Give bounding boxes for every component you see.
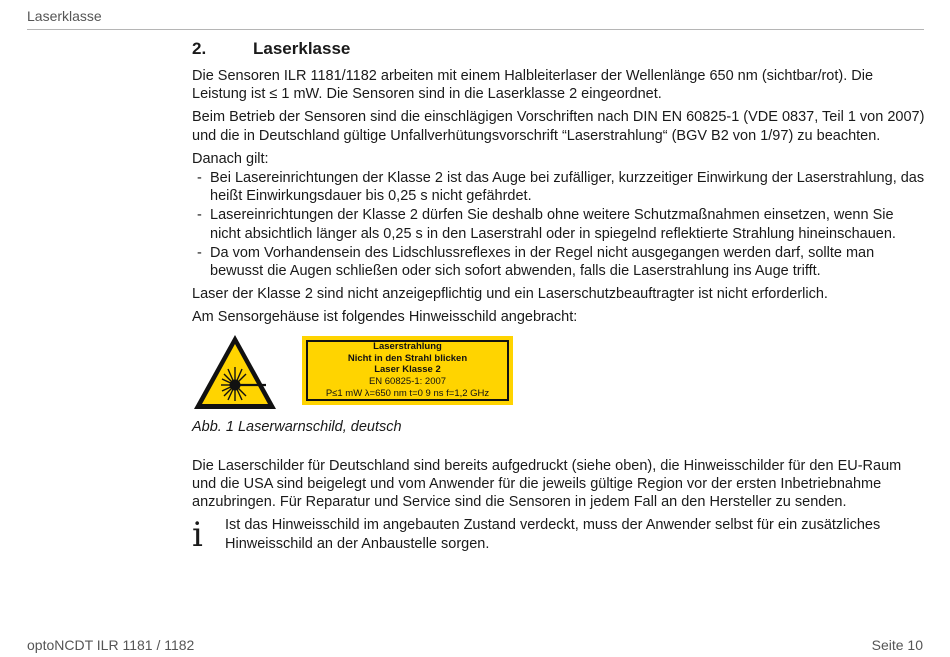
laser-class-label (302, 336, 513, 405)
info-icon: i (192, 515, 203, 556)
figure-caption: Abb. 1 Laserwarnschild, deutsch (192, 418, 402, 435)
section-title: Laserklasse (253, 39, 351, 58)
list-item: - Bei Lasereinrichtungen der Klasse 2 ist das Auge bei zufälliger, kurzzeitiger Einwirkung der Laserstrahlung, das heißt Einwirkungsdauer bis 0,25 s nicht gefährdet. (192, 169, 927, 205)
warning-sign-figure (192, 333, 927, 413)
paragraph-regulations: Beim Betrieb der Sensoren sind die einschlägigen Vorschriften nach DIN EN 60825-1 (VDE 0837, Teil 1 von 2007) und die in Deutschland gültige Unfallverhütungsvorschrift “Laserstrahlung“ (BGV B2 von 1/97) zu beachten. (192, 109, 925, 144)
section-heading (192, 38, 927, 60)
page-content (192, 38, 927, 556)
note-text: Ist das Hinweisschild im angebauten Zustand verdeckt, muss der Anwender selbst für ein zusätzliches Hinweisschild an der Anbaustelle sorgen. (225, 517, 881, 552)
sign-line-4: EN 60825-1: 2007 (368, 375, 447, 387)
paragraph-no-notification: Laser der Klasse 2 sind nicht anzeigepflichtig und ein Laserschutzbeauftragter ist nicht erforderlich. (192, 286, 828, 303)
list-item: - Da vom Vorhandensein des Lidschlussreflexes in der Regel nicht ausgegangen werden darf, sollte man bewusst die Augen schließen oder sich sofort abwenden, falls die Laserstrahlung ins Auge trifft. (192, 244, 927, 280)
page-number: Seite 10 (871, 637, 923, 653)
running-header: Laserklasse (27, 8, 102, 24)
sign-line-5: P≤1 mW λ=650 nm t=0 9 ns f=1,2 GHz (325, 387, 490, 399)
info-note (192, 515, 927, 556)
section-number: 2. (192, 39, 207, 58)
footer-product: optoNCDT ILR 1181 / 1182 (27, 637, 195, 653)
sign-line-3: Laser Klasse 2 (374, 364, 441, 376)
paragraph-intro-list: Danach gilt: (192, 150, 269, 167)
header-divider (27, 29, 924, 30)
paragraph-sign-regions: Die Laserschilder für Deutschland sind bereits aufgedruckt (siehe oben), die Hinweisschilder für den EU-Raum und die USA sind beigelegt und vom Anwender für die jeweils gültige Region vor der ersten Inbetriebnahme anzubringen. Für Reparatur und Service sind die Sensoren in jedem Fall an den Hersteller zu senden. (192, 457, 902, 511)
sign-line-2: Nicht in den Strahl blicken (347, 352, 468, 364)
laser-hazard-triangle-icon (192, 333, 278, 411)
sign-line-1: Laserstrahlung (373, 341, 442, 353)
rules-list (192, 169, 927, 280)
list-item: - Lasereinrichtungen der Klasse 2 dürfen Sie deshalb ohne weitere Schutzmaßnahmen einsetzen, wenn Sie nicht absichtlich länger als 0,25 s in den Laserstrahl oder in spiegelnd reflektierte Strahlung hineinschauen. (192, 206, 927, 242)
paragraph-wavelength: Die Sensoren ILR 1181/1182 arbeiten mit einem Halbleiterlaser der Wellenlänge 650 nm (sichtbar/rot). Die Leistung ist ≤ 1 mW. Die Sensoren sind in die Laserklasse 2 eingeordnet. (192, 68, 874, 103)
paragraph-sign-intro: Am Sensorgehäuse ist folgendes Hinweisschild angebracht: (192, 309, 578, 326)
